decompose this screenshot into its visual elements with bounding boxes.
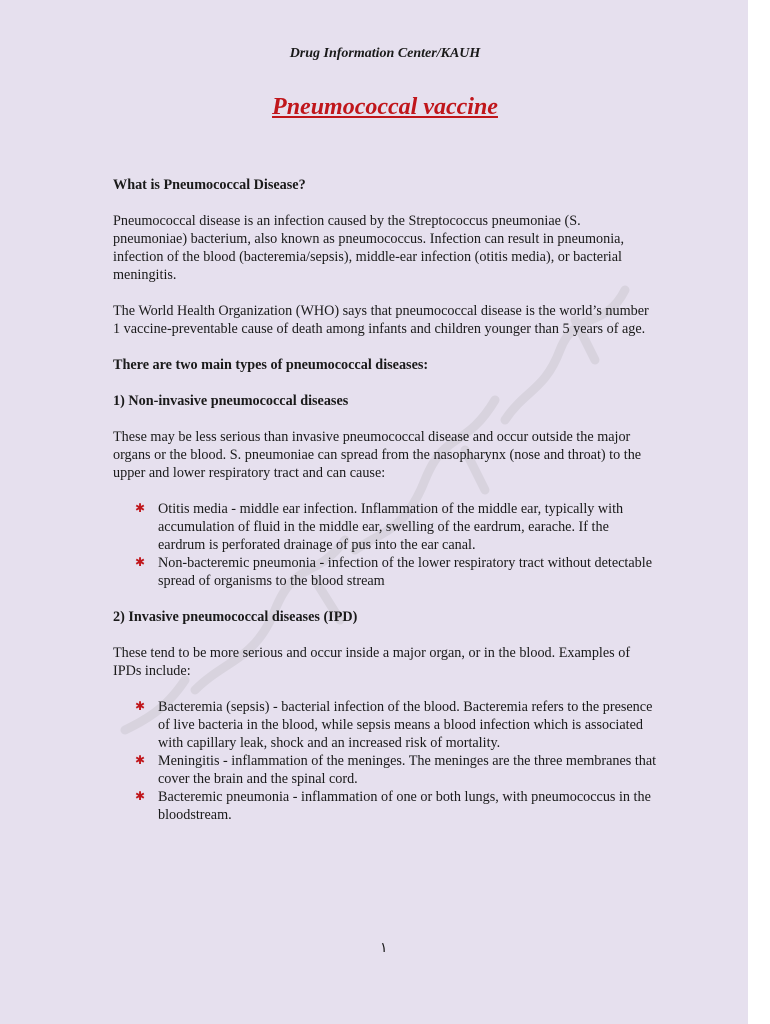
section-heading-what: What is Pneumococcal Disease?: [113, 177, 306, 193]
list-item-text: Bacteremic pneumonia - inflammation of one or both lungs, with pneumococcus in the bloodstream.: [158, 789, 651, 823]
paragraph-invasive: These tend to be more serious and occur inside a major organ, or in the blood. Examples of IPDs include:: [113, 645, 631, 679]
list-item: [135, 500, 658, 554]
noninvasive-list: [113, 500, 658, 590]
paragraph-what-2: The World Health Organization (WHO) says that pneumococcal disease is the world’s number 1 vaccine-preventable cause of death among infants and children younger than 5 years of age.: [113, 303, 649, 337]
star-bullet-icon: ✱: [135, 699, 146, 713]
section-heading-invasive: 2) Invasive pneumococcal diseases (IPD): [113, 609, 358, 625]
list-item: [135, 554, 658, 590]
star-bullet-icon: ✱: [135, 753, 146, 767]
list-item-text: Otitis media - middle ear infection. Inflammation of the middle ear, typically with accumulation of fluid in the middle ear, swelling of the eardrum, earache. If the eardrum is perforated drainage of pus into the ear canal.: [158, 501, 624, 553]
list-item: [135, 698, 658, 752]
list-item-text: Meningitis - inflammation of the meninges. The meninges are the three membranes that cover the brain and the spinal cord.: [158, 753, 657, 787]
star-bullet-icon: ✱: [135, 789, 146, 803]
invasive-list: [113, 698, 658, 824]
paragraph-noninvasive: These may be less serious than invasive pneumococcal disease and occur outside the major organs or the blood. S. pneumoniae can spread from the nasopharynx (nose and throat) to the upper and lower respiratory tract and can cause:: [113, 429, 642, 481]
document-title: Pneumococcal vaccine: [272, 94, 498, 120]
list-item: [135, 752, 658, 788]
list-item-text: Non-bacteremic pneumonia - infection of the lower respiratory tract without detectable spread of organisms to the blood stream: [158, 555, 652, 589]
list-item-text: Bacteremia (sepsis) - bacterial infection of the blood. Bacteremia refers to the presence of live bacteria in the blood, while sepsis means a blood infection which is associated with capillary leak, shock and an increased risk of mortality.: [158, 699, 653, 751]
document-body: [113, 176, 658, 842]
list-item: [135, 788, 658, 824]
paragraph-what-1: Pneumococcal disease is an infection caused by the Streptococcus pneumoniae (S. pneumoniae) bacterium, also known as pneumococcus. Infection can result in pneumonia, infection of the blood (bacteremia/sepsis), middle-ear infection (otitis media), or bacterial meningitis.: [113, 213, 624, 283]
document-header: Drug Information Center/KAUH: [289, 46, 481, 61]
star-bullet-icon: ✱: [135, 501, 146, 515]
page-number: ١: [380, 941, 388, 956]
section-heading-types: There are two main types of pneumococcal diseases:: [113, 357, 429, 373]
section-heading-noninvasive: 1) Non-invasive pneumococcal diseases: [113, 393, 349, 409]
star-bullet-icon: ✱: [135, 555, 146, 569]
